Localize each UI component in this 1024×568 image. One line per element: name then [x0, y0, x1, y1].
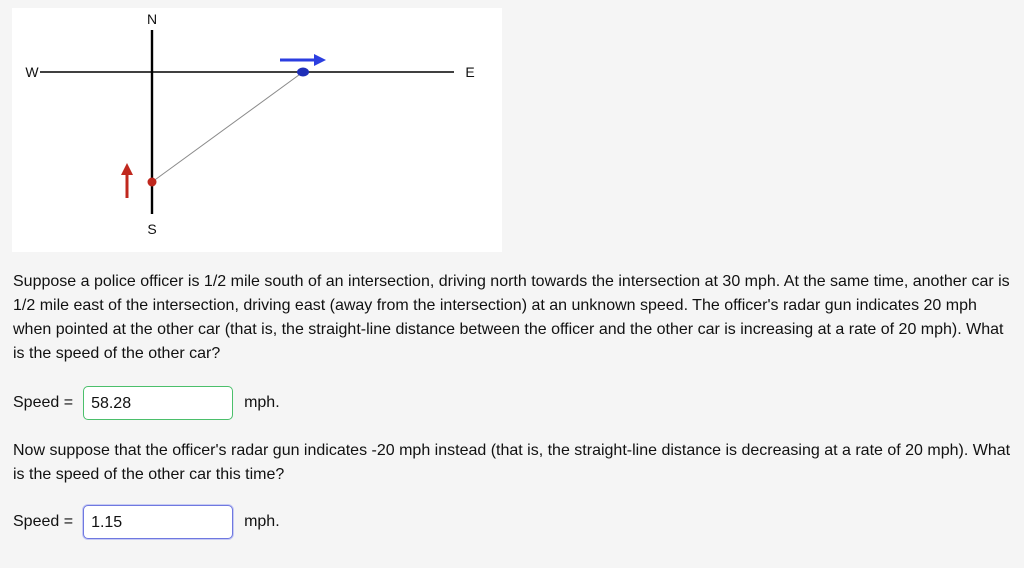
speed-input-2-value: 1.15: [91, 514, 123, 531]
distance-line: [152, 72, 303, 182]
answer-row-1: [13, 384, 280, 422]
police-arrow-head: [121, 163, 133, 175]
speed-input-1[interactable]: [83, 386, 233, 420]
west-label: W: [25, 64, 39, 80]
speed-label-1: Speed =: [13, 394, 74, 411]
unit-label-1: mph.: [244, 394, 280, 411]
question-1-text: Suppose a police officer is 1/2 mile south of an intersection, driving north towards the intersection at 30 mph. At the same time, another car is 1/2 mile east of the intersection, driving east (away from the intersection) at an unknown speed. The officer's radar gun indicates 20 mph when pointed at the other car (that is, the straight-line distance between the officer and the other car is increasing at a rate of 20 mph). What is the speed of the other car?: [13, 273, 1010, 362]
speed-input-1-value: 58.28: [91, 395, 132, 412]
speed-label-2: Speed =: [13, 513, 74, 530]
intersection-diagram: [12, 8, 502, 252]
diagram-svg: [12, 8, 502, 252]
south-label: S: [147, 221, 157, 237]
unit-label-2: mph.: [244, 513, 280, 530]
east-label: E: [465, 64, 475, 80]
answer-row-2: [13, 503, 280, 541]
speed-input-2[interactable]: [83, 505, 233, 539]
other-car-dot: [297, 68, 309, 77]
police-car-dot: [148, 178, 157, 187]
north-label: N: [146, 11, 158, 27]
car-arrow-head: [314, 54, 326, 66]
question-2-text: Now suppose that the officer's radar gun indicates -20 mph instead (that is, the straight-line distance is decreasing at a rate of 20 mph). What is the speed of the other car this time?: [13, 442, 1011, 483]
